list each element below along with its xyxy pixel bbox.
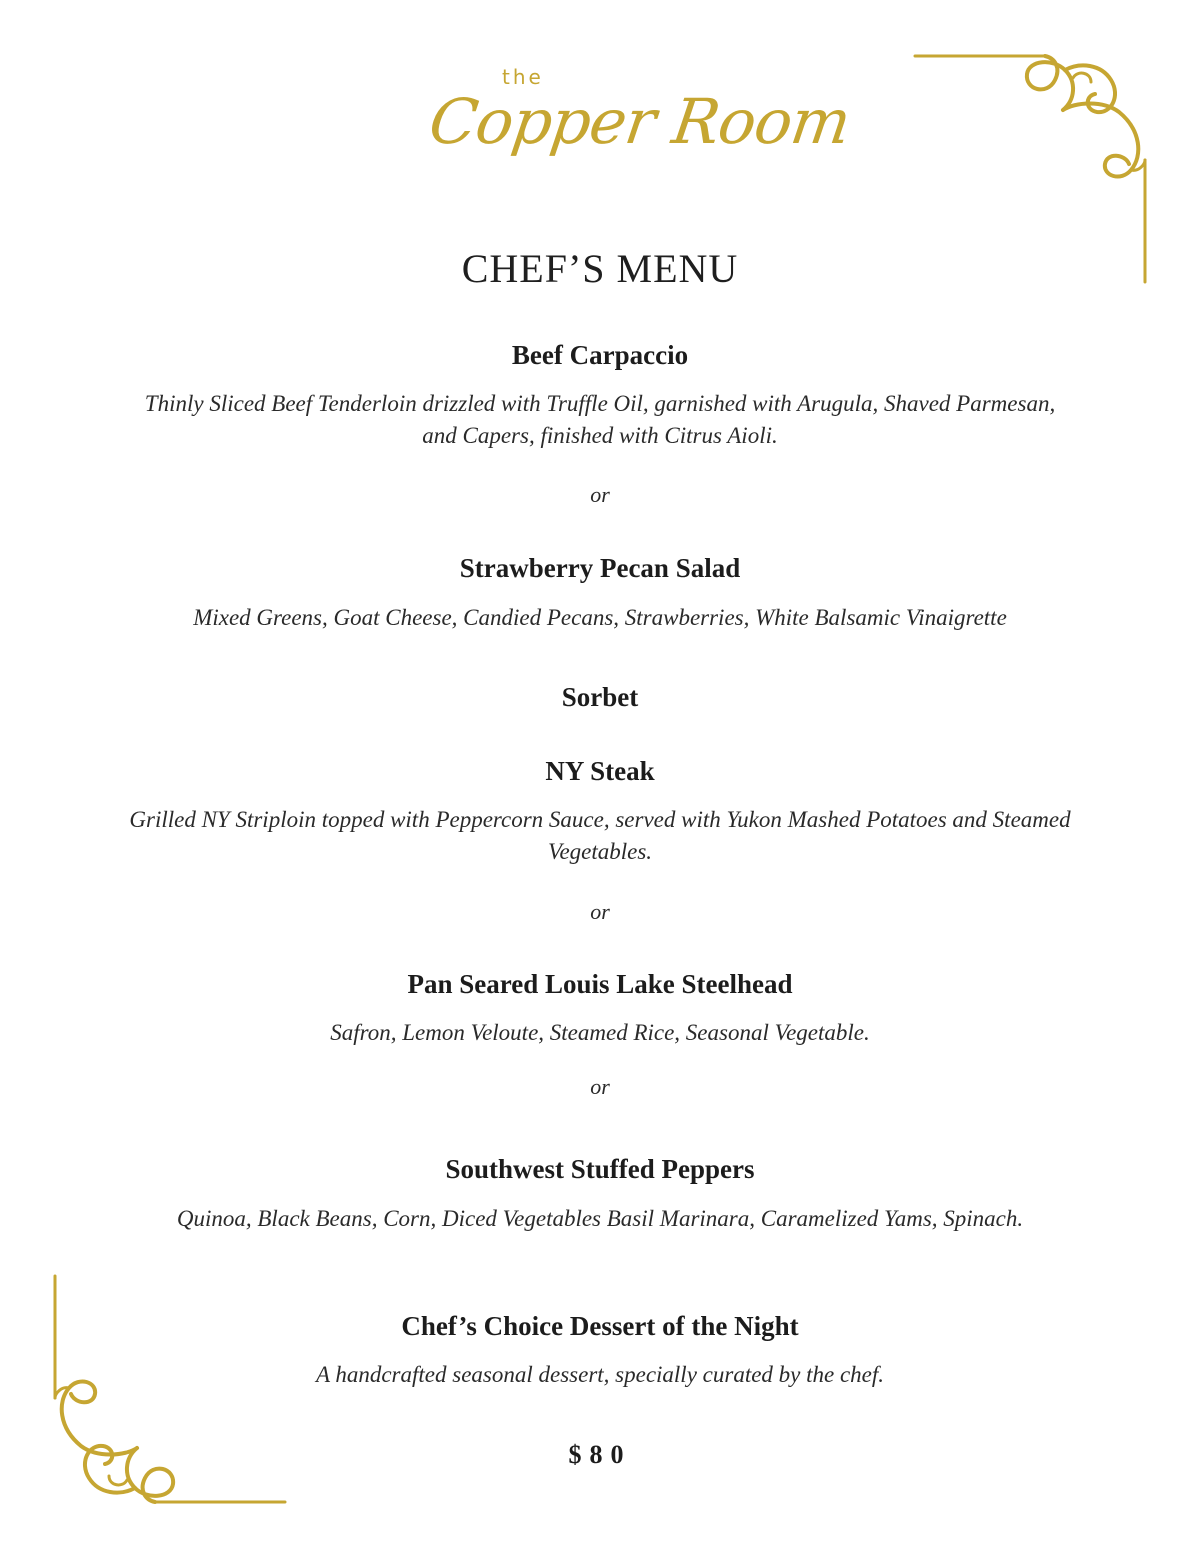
dish-description: Thinly Sliced Beef Tenderloin drizzled with Truffle Oil, garnished with Arugula, Shaved Parmesan, and Capers, finished with Citrus Aioli. (144, 391, 1056, 448)
logo-name: Copper Room (424, 85, 855, 158)
or-separator: or (590, 482, 610, 507)
dish-description: Quinoa, Black Beans, Corn, Diced Vegetables Basil Marinara, Caramelized Yams, Spinach. (176, 1206, 1024, 1231)
dish-name: Strawberry Pecan Salad (459, 553, 741, 583)
dish-name: Southwest Stuffed Peppers (445, 1154, 755, 1184)
restaurant-logo (380, 55, 855, 205)
dish-name: Pan Seared Louis Lake Steelhead (407, 969, 793, 999)
dish-description: A handcrafted seasonal dessert, specially curated by the chef. (315, 1362, 885, 1387)
or-separator: or (590, 1074, 610, 1099)
dish-name: Chef’s Choice Dessert of the Night (401, 1311, 799, 1341)
dish-description: Mixed Greens, Goat Cheese, Candied Pecans, Strawberries, White Balsamic Vinaigrette (193, 605, 1007, 630)
menu-price: $80 (568, 1440, 632, 1469)
dish-description: Safron, Lemon Veloute, Steamed Rice, Seasonal Vegetable. (330, 1020, 870, 1045)
corner-ornament-bottom-left (35, 1268, 295, 1518)
dish-name: Sorbet (561, 682, 639, 712)
or-separator: or (590, 899, 610, 924)
menu-title: CHEF’S MENU (461, 246, 739, 291)
logo-small-word: the (502, 65, 544, 89)
dish-name: NY Steak (545, 756, 655, 786)
dish-name: Beef Carpaccio (511, 340, 689, 370)
dish-description: Grilled NY Striploin topped with Peppercorn Sauce, served with Yukon Mashed Potatoes and Steamed Vegetables. (129, 807, 1071, 864)
